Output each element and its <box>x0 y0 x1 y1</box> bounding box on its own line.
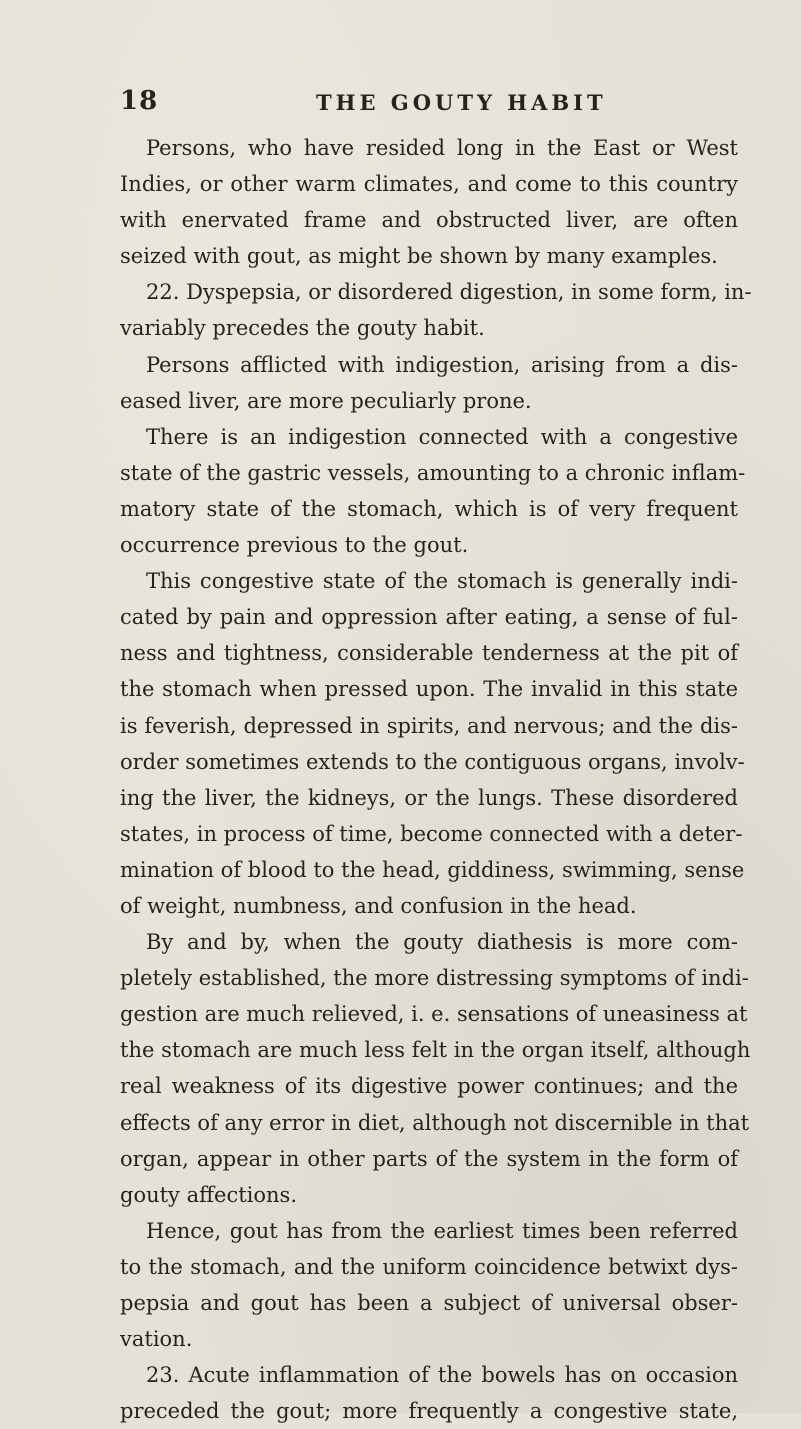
text-line: pepsia and gout has been a subject of universal obser- <box>120 1291 738 1315</box>
text-line: eased liver, are more peculiarly prone. <box>120 388 532 413</box>
body-text <box>120 130 752 1429</box>
text-line: gouty affections. <box>120 1182 297 1207</box>
text-line: By and by, when the gouty diathesis is more com- <box>146 930 738 955</box>
text-line: 23. Acute inflammation of the bowels has on occasion <box>146 1363 738 1388</box>
text-line: to the stomach, and the uniform coincidence betwixt dys- <box>120 1254 738 1279</box>
text-line: order sometimes extends to the contiguous organs, involv- <box>120 749 745 774</box>
text-line: real weakness of its digestive power continues; and the <box>120 1074 738 1099</box>
text-line: Persons afflicted with indigestion, arising from a dis- <box>146 352 738 377</box>
text-line: There is an indigestion connected with a congestive <box>146 424 738 449</box>
text-line: Indies, or other warm climates, and come to this country <box>120 172 738 197</box>
page-header <box>120 86 760 126</box>
text-line: is feverish, depressed in spirits, and nervous; and the dis- <box>120 713 738 738</box>
text-line: This congestive state of the stomach is generally indi- <box>146 569 738 594</box>
text-line: vation. <box>120 1327 193 1352</box>
text-line: mination of blood to the head, giddiness, swimming, sense <box>120 857 745 882</box>
text-line: effects of any error in diet, although not discernible in that <box>120 1110 750 1135</box>
text-line: variably precedes the gouty habit. <box>120 316 485 341</box>
text-line: occurrence previous to the gout. <box>120 533 469 558</box>
text-line: seized with gout, as might be shown by many examples. <box>120 244 718 269</box>
text-line: of weight, numbness, and confusion in the head. <box>120 893 637 918</box>
text-line: Persons, who have resided long in the East or West <box>146 136 738 160</box>
text-line: gestion are much relieved, i. e. sensations of uneasiness at <box>120 1002 748 1027</box>
text-line: Hence, gout has from the earliest times been referred <box>146 1218 738 1243</box>
text-line: states, in process of time, become connected with a deter- <box>120 821 743 846</box>
text-line: cated by pain and oppression after eating, a sense of ful- <box>120 605 738 630</box>
text-line: ness and tightness, considerable tenderness at the pit of <box>120 641 738 666</box>
text-line: organ, appear in other parts of the system in the form of <box>120 1146 738 1171</box>
text-line: ing the liver, the kidneys, or the lungs. These disordered <box>120 785 738 810</box>
text-line: with enervated frame and obstructed liver, are often <box>120 208 738 233</box>
text-line: matory state of the stomach, which is of very frequent <box>120 496 738 521</box>
text-line: preceded the gout; more frequently a congestive state, <box>120 1399 738 1424</box>
text-line: state of the gastric vessels, amounting to a chronic inflam- <box>120 460 746 485</box>
running-head: THE GOUTY HABIT <box>316 90 607 115</box>
text-line: 22. Dyspepsia, or disordered digestion, in some form, in- <box>146 280 752 305</box>
text-line: the stomach when pressed upon. The invalid in this state <box>120 677 738 702</box>
text-line: pletely established, the more distressing symptoms of indi- <box>120 966 749 991</box>
text-line: the stomach are much less felt in the organ itself, although <box>120 1038 751 1063</box>
page-number: 18 <box>120 86 159 116</box>
